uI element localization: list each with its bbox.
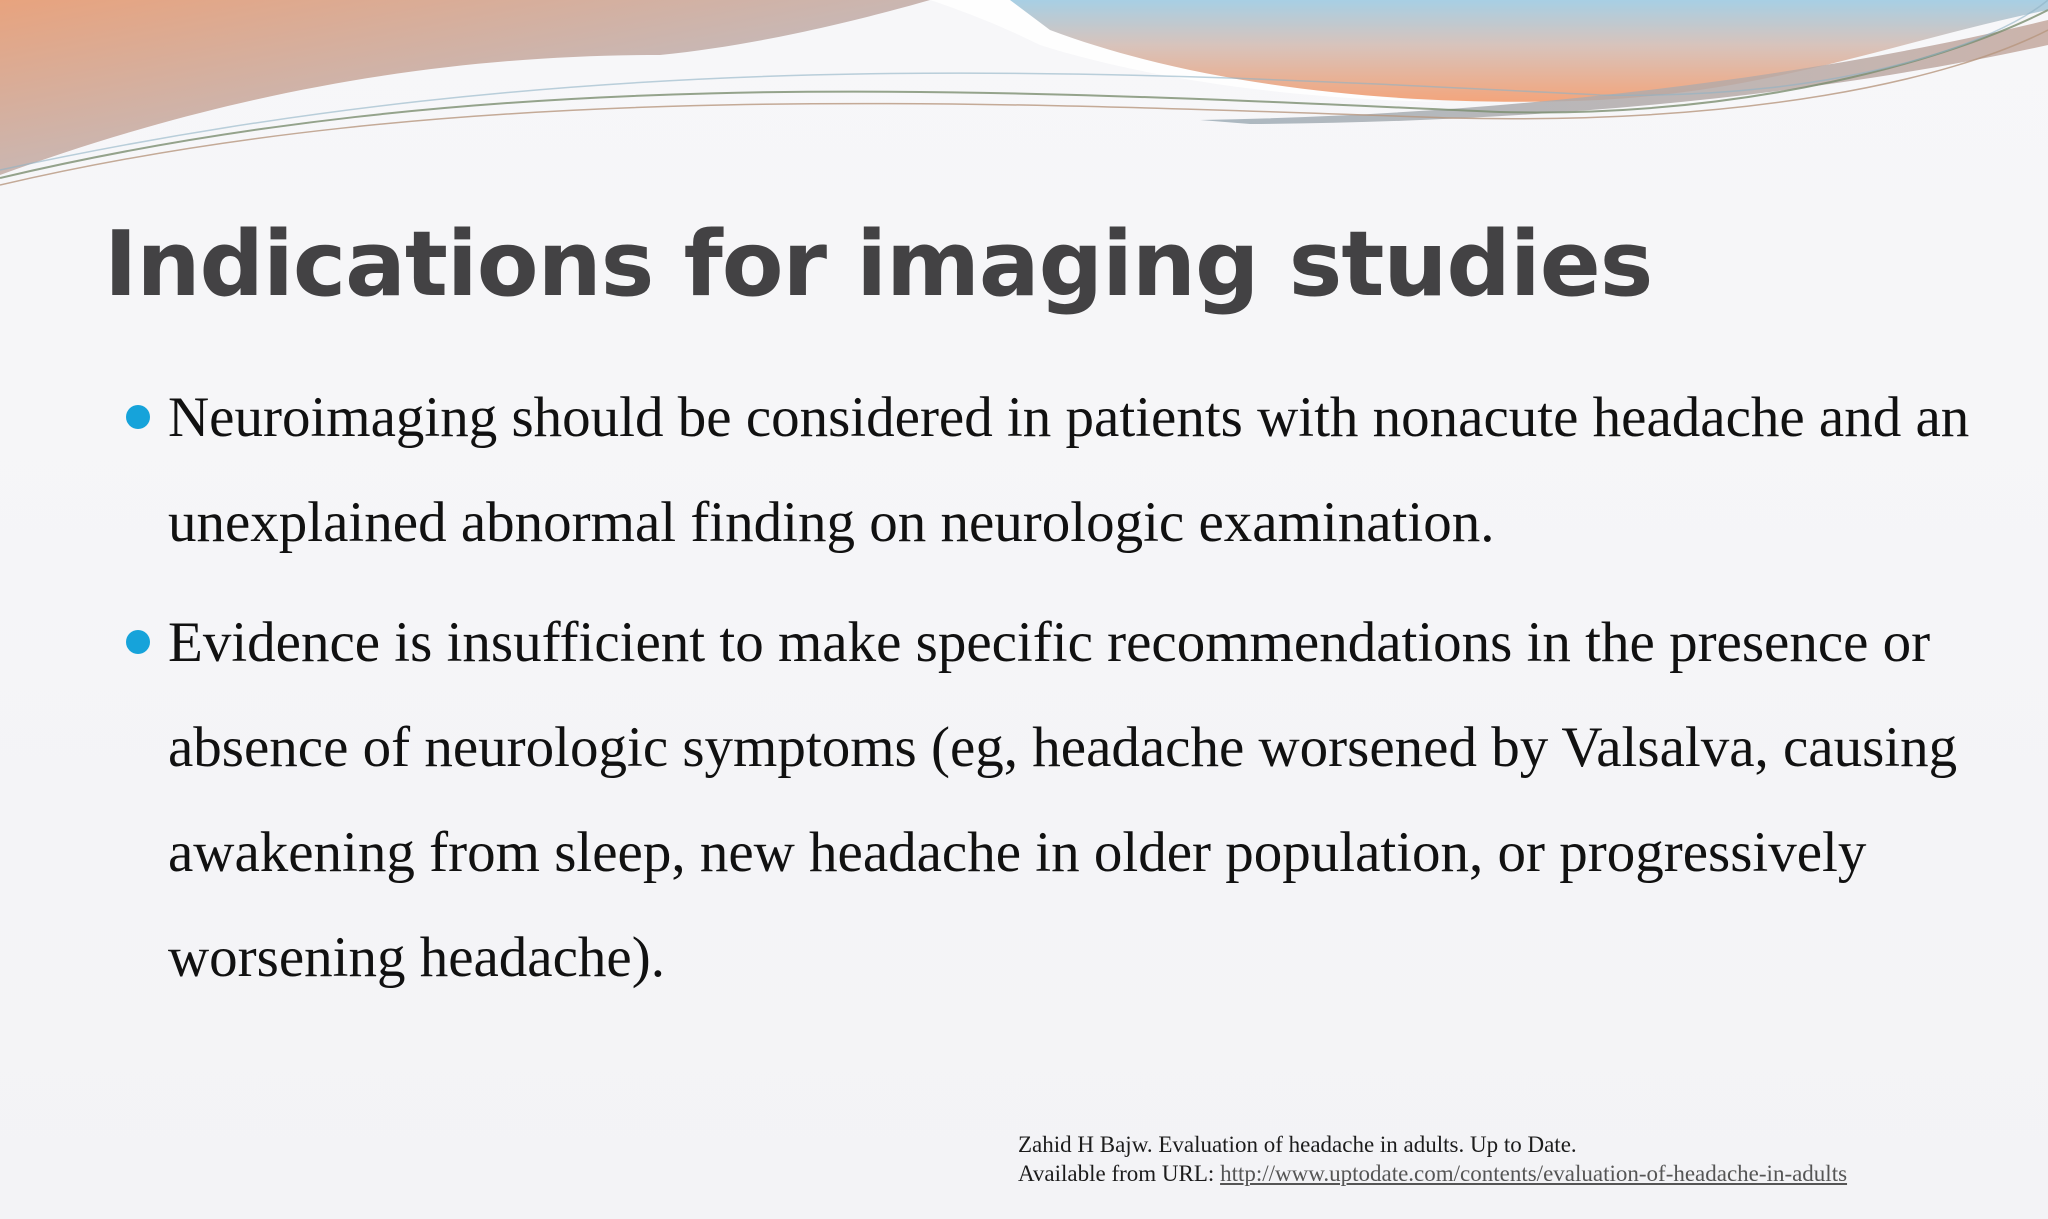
bullet-item	[122, 590, 2002, 1010]
bullet-item	[122, 365, 2002, 575]
slide-title: Indications for imaging studies	[104, 212, 1653, 317]
citation-prefix: Available from URL:	[1018, 1161, 1221, 1186]
header-wave-decoration	[0, 0, 2048, 200]
citation	[1018, 1130, 1847, 1188]
citation-reference: Zahid H Bajw. Evaluation of headache in adults. Up to Date.	[1018, 1132, 1577, 1157]
bullet-text: Evidence is insufficient to make specific recommendations in the presence or absence of neurologic symptoms (eg, headache worsened by Valsalva, causing awakening from sleep, new headache in older population, or progressively worsening headache).	[168, 611, 1958, 989]
citation-url-link[interactable]: http://www.uptodate.com/contents/evaluation-of-headache-in-adults	[1220, 1161, 1848, 1186]
bullet-dot-icon	[126, 405, 150, 429]
citation-source-line	[1018, 1159, 1847, 1188]
bullet-dot-icon	[126, 630, 150, 654]
bullet-list	[122, 365, 2002, 1025]
bullet-text: Neuroimaging should be considered in patients with nonacute headache and an unexplained abnormal finding on neurologic examination.	[168, 386, 1970, 554]
